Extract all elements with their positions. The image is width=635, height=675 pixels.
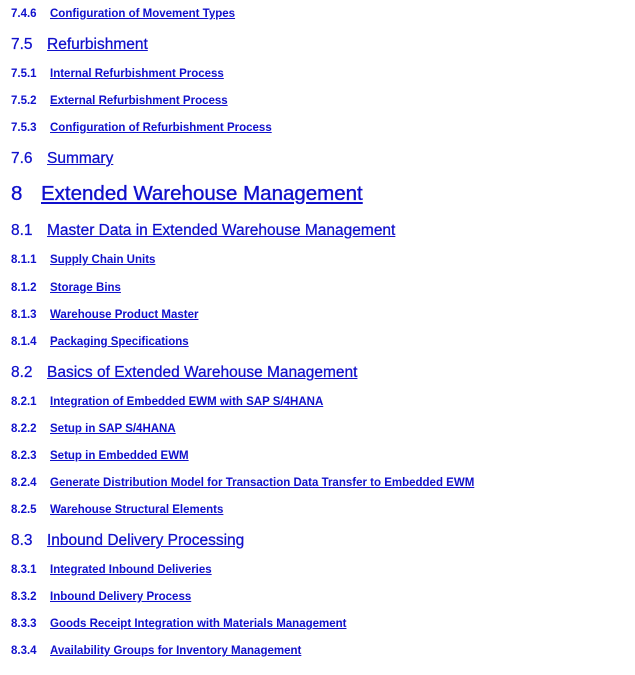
toc-title: Availability Groups for Inventory Management (50, 645, 302, 657)
toc-number: 7.5.2 (11, 95, 37, 107)
toc-title: Supply Chain Units (50, 254, 156, 266)
toc-number: 7.5 (11, 36, 33, 53)
toc-number: 8.3.4 (11, 645, 37, 657)
toc-number: 8.1.3 (11, 309, 37, 321)
toc-number: 8.1 (11, 222, 33, 239)
toc-number: 8.2.2 (11, 423, 37, 435)
toc-link[interactable] (11, 645, 301, 657)
toc-title: Warehouse Product Master (50, 309, 199, 321)
toc-link[interactable] (11, 68, 224, 80)
toc-title: Inbound Delivery Processing (47, 532, 245, 549)
toc-link[interactable] (11, 364, 357, 382)
toc-title: Extended Warehouse Management (41, 182, 363, 205)
toc-title: Configuration of Movement Types (50, 8, 236, 20)
toc-link[interactable] (11, 618, 347, 630)
toc-link[interactable] (11, 504, 223, 516)
toc-link[interactable] (11, 309, 198, 321)
toc-number: 8.3.1 (11, 564, 37, 576)
toc-link[interactable] (11, 282, 121, 294)
toc-title: External Refurbishment Process (50, 95, 228, 107)
toc-link[interactable] (11, 450, 189, 462)
toc-number: 8.3.3 (11, 618, 37, 630)
toc-link[interactable] (11, 36, 148, 54)
toc-link[interactable] (11, 336, 189, 348)
toc-title: Setup in SAP S/4HANA (50, 423, 176, 435)
toc-number: 8.1.2 (11, 282, 37, 294)
toc-title: Master Data in Extended Warehouse Management (47, 222, 396, 239)
toc-number: 7.6 (11, 150, 33, 167)
toc-link[interactable] (11, 423, 176, 435)
toc-number: 8.1.4 (11, 336, 37, 348)
toc-title: Setup in Embedded EWM (50, 450, 189, 462)
toc-title: Warehouse Structural Elements (50, 504, 224, 516)
toc-number: 8.2 (11, 364, 33, 381)
toc-title: Summary (47, 150, 114, 167)
toc-link[interactable] (11, 95, 228, 107)
toc-chapter-link[interactable] (11, 182, 363, 206)
toc-number: 8.3.2 (11, 591, 37, 603)
toc-number: 8.2.5 (11, 504, 37, 516)
toc-link[interactable] (11, 477, 474, 489)
toc-link[interactable] (11, 396, 323, 408)
toc-title: Storage Bins (50, 282, 121, 294)
toc-link[interactable] (11, 564, 212, 576)
toc-number: 7.5.1 (11, 68, 37, 80)
toc-link[interactable] (11, 8, 235, 20)
toc-number: 7.5.3 (11, 122, 37, 134)
toc-link[interactable] (11, 122, 272, 134)
toc-title: Packaging Specifications (50, 336, 189, 348)
toc-title: Inbound Delivery Process (50, 591, 192, 603)
toc-link[interactable] (11, 532, 244, 550)
toc-title: Integration of Embedded EWM with SAP S/4HANA (50, 396, 324, 408)
toc-number: 7.4.6 (11, 8, 37, 20)
toc-title: Basics of Extended Warehouse Management (47, 364, 358, 381)
toc-title: Goods Receipt Integration with Materials Management (50, 618, 347, 630)
toc-title: Configuration of Refurbishment Process (50, 122, 272, 134)
toc-number: 8.1.1 (11, 254, 37, 266)
toc-title: Generate Distribution Model for Transaction Data Transfer to Embedded EWM (50, 477, 475, 489)
toc-number: 8.2.3 (11, 450, 37, 462)
toc-number: 8.2.4 (11, 477, 37, 489)
toc-title: Internal Refurbishment Process (50, 68, 224, 80)
toc-number: 8.2.1 (11, 396, 37, 408)
toc-title: Integrated Inbound Deliveries (50, 564, 212, 576)
toc-number: 8.3 (11, 532, 33, 549)
toc-link[interactable] (11, 591, 191, 603)
toc-number: 8 (11, 182, 23, 205)
toc-title: Refurbishment (47, 36, 148, 53)
toc-link[interactable] (11, 150, 113, 168)
toc-link[interactable] (11, 222, 395, 240)
toc-link[interactable] (11, 254, 155, 266)
